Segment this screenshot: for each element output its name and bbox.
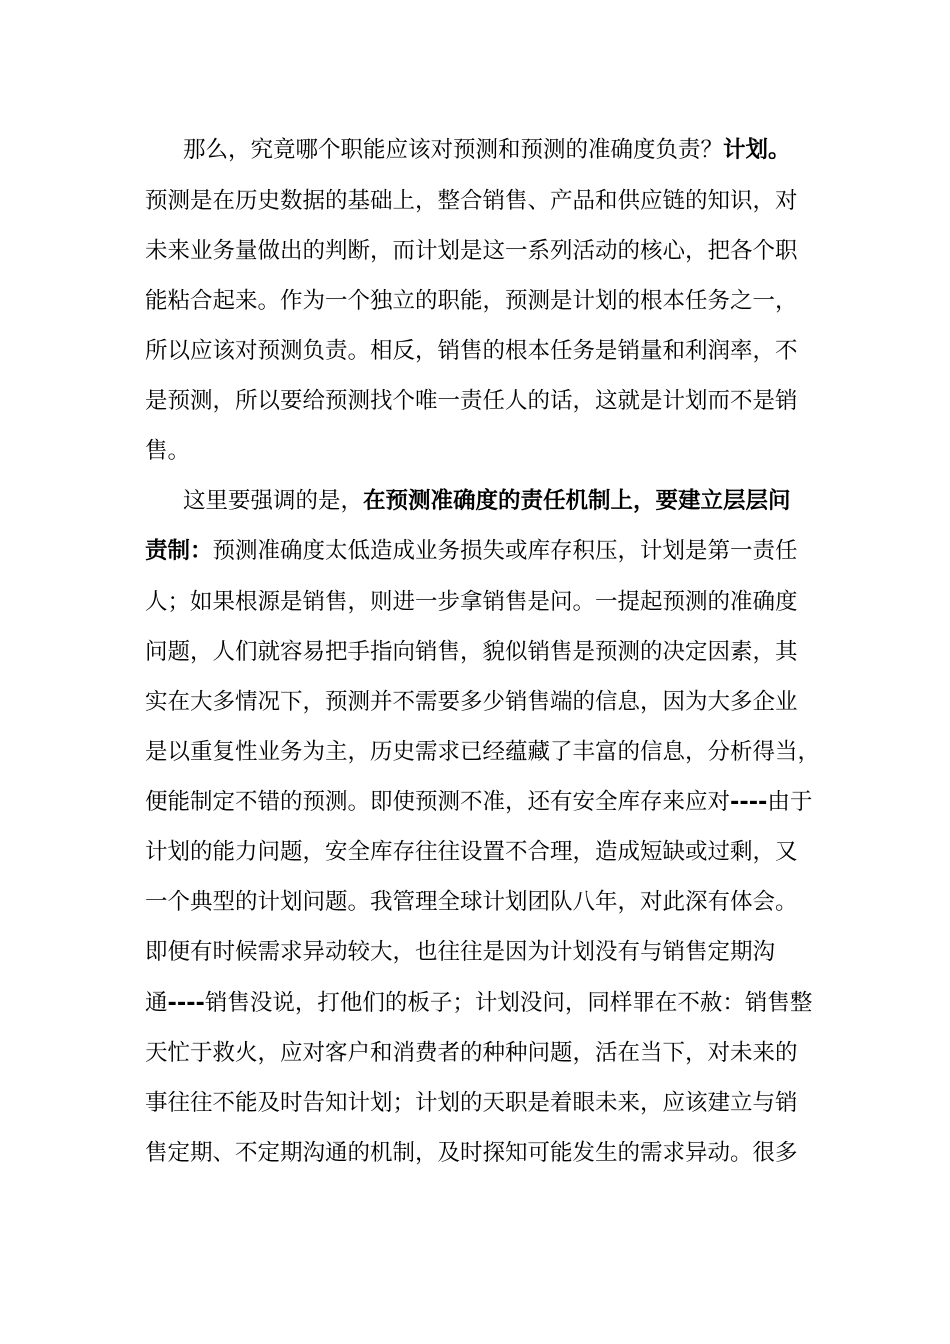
paragraph-2-line-10: 即便有时候需求异动较大，也往往是因为计划没有与销售定期沟 [145,939,776,965]
paragraph-2-line-11 [145,988,812,1018]
paragraph-2-line-9: 一个典型的计划问题。我管理全球计划团队八年，对此深有体会。 [145,889,798,915]
paragraph-2-line-6: 是以重复性业务为主，历史需求已经蕴藏了丰富的信息，分析得当， [145,739,821,765]
paragraph-2-line-3: 人；如果根源是销售，则进一步拿销售是问。一提起预测的准确度 [145,589,798,615]
paragraph-2-line-1 [183,486,791,516]
text-span: 销售没说，打他们的板子；计划没问，同样罪在不赦：销售整 [204,990,813,1016]
paragraph-1-line-7: 售。 [145,438,191,464]
paragraph-1-line-4: 能粘合起来。作为一个独立的职能，预测是计划的根本任务之一， [145,288,798,314]
paragraph-1-line-2: 预测是在历史数据的基础上，整合销售、产品和供应链的知识，对 [145,188,798,214]
dash-text: ---- [167,990,205,1016]
paragraph-1-line-6: 是预测，所以要给预测找个唯一责任人的话，这就是计划而不是销 [145,388,798,414]
text-span: 通 [145,990,168,1016]
emphasis-text: 在预测准确度的责任机制上，要建立层层问 [363,488,791,514]
paragraph-1-line-1 [183,135,791,165]
dash-text: ---- [730,789,768,815]
text-span: 预测准确度太低造成业务损失或库存积压，计划是第一责任 [212,538,798,564]
text-span: 由于 [767,789,813,815]
paragraph-2-line-5: 实在大多情况下，预测并不需要多少销售端的信息，因为大多企业 [145,689,798,715]
paragraph-2-line-4: 问题，人们就容易把手指向销售，貌似销售是预测的决定因素，其 [145,639,798,665]
text-span: 便能制定不错的预测。即使预测不准，还有安全库存来应对 [145,789,731,815]
paragraph-2-line-13: 事往往不能及时告知计划；计划的天职是着眼未来，应该建立与销 [145,1090,798,1116]
paragraph-2-line-2 [145,536,798,566]
paragraph-1-line-3: 未来业务量做出的判断，而计划是这一系列活动的核心，把各个职 [145,238,798,264]
paragraph-2-line-8: 计划的能力问题，安全库存往往设置不合理，造成短缺或过剩，又 [145,839,798,865]
paragraph-1-line-5: 所以应该对预测负责。相反，销售的根本任务是销量和利润率，不 [145,338,798,364]
paragraph-2-line-7 [145,787,812,817]
text-span: 这里要强调的是， [183,488,364,514]
paragraph-2-line-14: 售定期、不定期沟通的机制，及时探知可能发生的需求异动。很多 [145,1140,798,1166]
text-span: 那么，究竟哪个职能应该对预测和预测的准确度负责？ [183,137,724,163]
emphasis-text: 计划。 [723,137,791,163]
paragraph-2-line-12: 天忙于救火，应对客户和消费者的种种问题，活在当下，对未来的 [145,1040,798,1066]
emphasis-text: 责制： [145,538,213,564]
